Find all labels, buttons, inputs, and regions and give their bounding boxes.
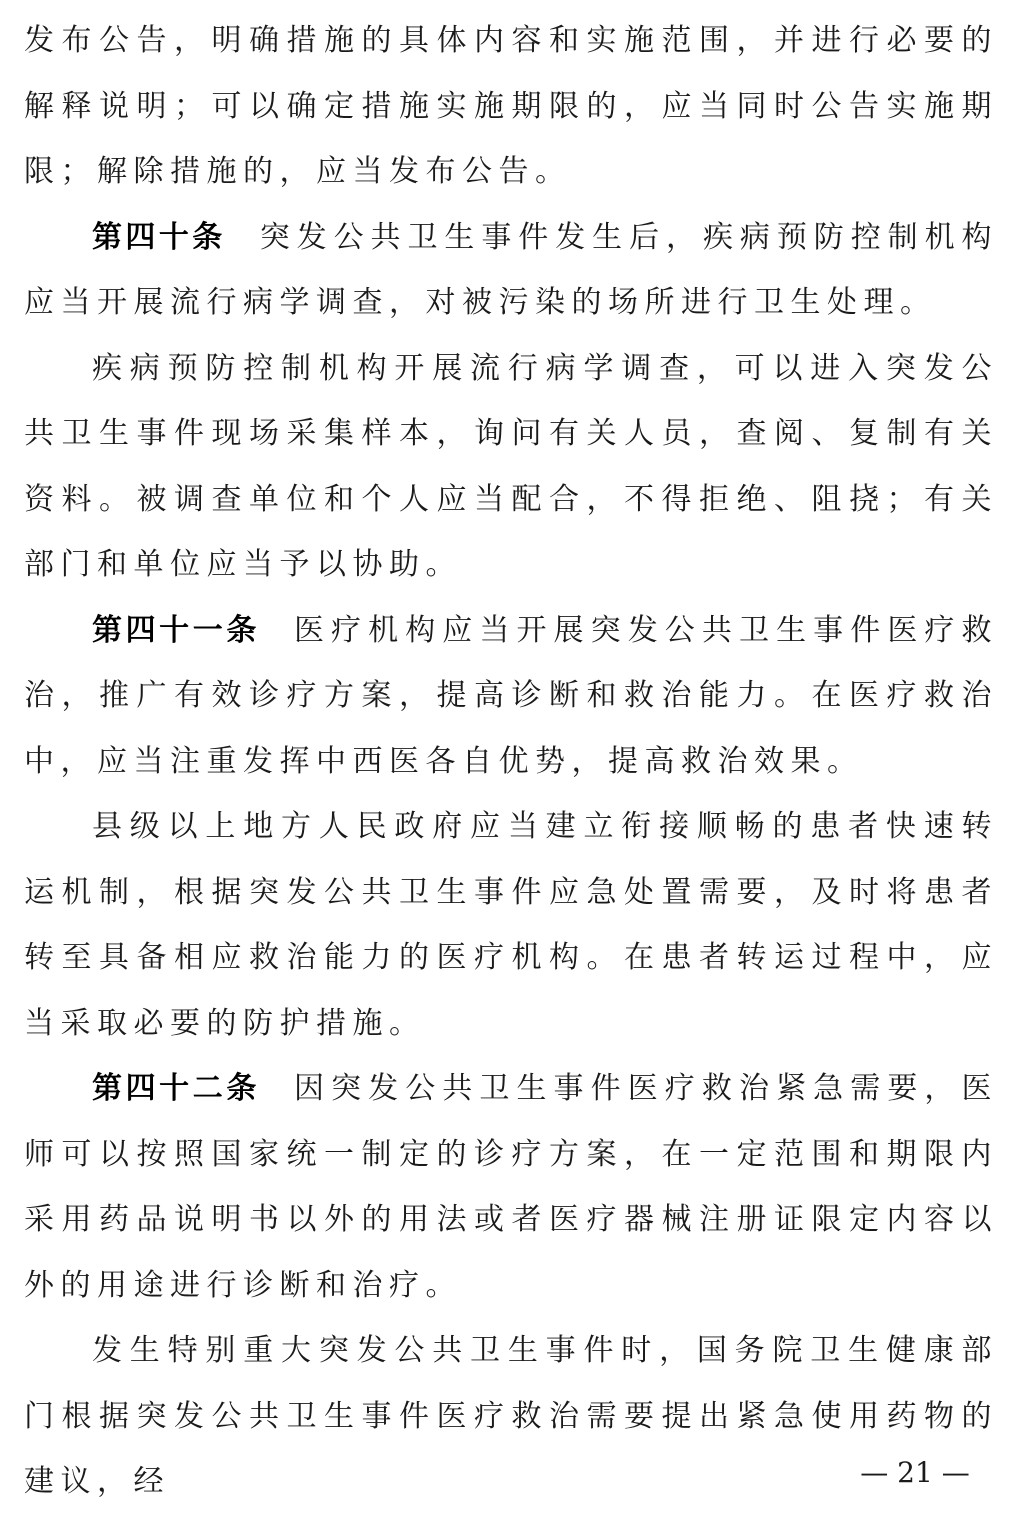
paragraph-text: 发布公告，明确措施的具体内容和实施范围，并进行必要的解释说明；可以确定措施实施期限的，应当同时公告实施期限；解除措施的，应当发布公告。 xyxy=(24,23,998,189)
paragraph-text: 因突发公共卫生事件医疗救治紧急需要，医师可以按照国家统一制定的诊疗方案，在一定范围和期限内采用药品说明书以外的用法或者医疗器械注册证限定内容以外的用途进行诊断和治疗。 xyxy=(24,1071,999,1303)
paragraph-article-40-part-2 xyxy=(24,336,998,598)
article-heading: 第四十二条 xyxy=(92,1071,260,1106)
article-heading: 第四十一条 xyxy=(92,612,260,648)
paragraph-text: 疾病预防控制机构开展流行病学调查，可以进入突发公共卫生事件现场采集样本，询问有关人员，查阅、复制有关资料。被调查单位和个人应当配合，不得拒绝、阻挠；有关部门和单位应当予以协助。 xyxy=(24,350,998,582)
paragraph-continuation xyxy=(24,8,998,205)
paragraph-text: 医疗机构应当开展突发公共卫生事件医疗救治，推广有效诊疗方案，提高诊断和救治能力。在医疗救治中，应当注重发挥中西医各自优势，提高救治效果。 xyxy=(24,612,999,779)
paragraph-article-41 xyxy=(24,598,998,795)
paragraph-article-42 xyxy=(24,1056,998,1318)
document-body xyxy=(24,8,998,1515)
paragraph-article-40 xyxy=(24,205,998,336)
paragraph-text: 突发公共卫生事件发生后，疾病预防控制机构应当开展流行病学调查，对被污染的场所进行卫生处理。 xyxy=(24,219,999,320)
article-heading: 第四十条 xyxy=(92,219,226,255)
page-number: — 21 — xyxy=(860,1456,970,1489)
paragraph-text: 发生特别重大突发公共卫生事件时，国务院卫生健康部门根据突发公共卫生事件医疗救治需要提出紧急使用药物的建议，经 xyxy=(24,1333,998,1499)
paragraph-article-41-part-2 xyxy=(24,794,998,1056)
paragraph-text: 县级以上地方人民政府应当建立衔接顺畅的患者快速转运机制，根据突发公共卫生事件应急处置需要，及时将患者转至具备相应救治能力的医疗机构。在患者转运过程中，应当采取必要的防护措施。 xyxy=(24,809,998,1041)
